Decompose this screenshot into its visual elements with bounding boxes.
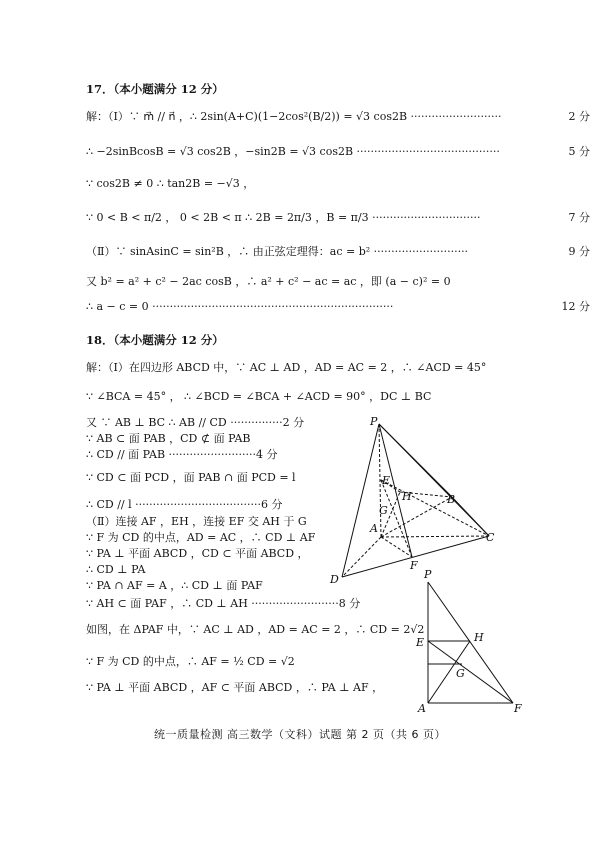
- label-C: C: [486, 531, 495, 544]
- label2-F: F: [514, 702, 522, 715]
- score-mark: 12 分: [561, 300, 590, 313]
- line-text: ∵ cos2B ≠ 0 ∴ tan2B = −√3 ，: [86, 177, 255, 190]
- label-A: A: [370, 522, 378, 535]
- line-text: （Ⅱ）∵ sinAsinC = sin²B ，∴ 由正弦定理得：ac = b² ···························: [86, 245, 469, 258]
- label-P: P: [370, 415, 378, 428]
- label-E: E: [382, 474, 391, 487]
- label-G: G: [379, 504, 388, 517]
- label-B: B: [447, 493, 456, 506]
- line-text: ∴ CD // l ····································6 分: [86, 498, 283, 511]
- line-text: ∵ 0 < B < π/2 ， 0 < 2B < π ∴ 2B = 2π/3 ，B = π/3 ·······························: [86, 211, 481, 224]
- line-text: ∵ ∠BCA = 45° ， ∴ ∠BCD = ∠BCA + ∠ACD = 90° ，DC ⊥ BC: [86, 390, 432, 403]
- line-text: 解：（Ⅰ）∵ m⃗ // n⃗ ，∴ 2sin(A+C)(1−2cos²(B/2)) = √3 cos2B ··························: [86, 110, 502, 123]
- score-mark: 9 分: [568, 245, 590, 258]
- line-text: ∵ F 为 CD 的中点，∴ AF = ½ CD = √2: [86, 655, 295, 668]
- label-D: D: [330, 573, 339, 586]
- label2-A: A: [418, 702, 426, 715]
- line-text: 又 b² = a² + c² − 2ac cosB ，∴ a² + c² − ac = ac ，即 (a − c)² = 0: [86, 275, 451, 288]
- line-text: 又 ∵ AB ⊥ BC ∴ AB // CD ···············2 分: [86, 416, 305, 429]
- label2-H: H: [474, 631, 484, 644]
- line-text: ∴ CD ⊥ PA: [86, 563, 146, 576]
- label2-G: G: [456, 667, 465, 680]
- line-text: 18．（本小题满分 12 分）: [86, 333, 224, 347]
- line-text: ∵ AB ⊂ 面 PAB ，CD ⊄ 面 PAB: [86, 432, 251, 445]
- line-text: ∵ PA ⊥ 平面 ABCD ，CD ⊂ 平面 ABCD ，: [86, 547, 309, 560]
- label2-E: E: [416, 636, 425, 649]
- line-text: ∴ −2sinBcosB = √3 cos2B ，−sin2B = √3 cos2B ·········································: [86, 145, 500, 158]
- label-F: F: [410, 559, 418, 572]
- score-mark: 5 分: [568, 145, 590, 158]
- page-footer: 统一质量检测 高三数学（文科）试题 第 2 页（共 6 页）: [154, 728, 446, 741]
- line-text: 解：（Ⅰ）在四边形 ABCD 中，∵ AC ⊥ AD ，AD = AC = 2 ，∴ ∠ACD = 45°: [86, 361, 487, 374]
- line-text: ∴ a − c = 0 ·····································································: [86, 300, 394, 313]
- score-mark: 2 分: [568, 110, 590, 123]
- line-text: 如图，在 ΔPAF 中，∵ AC ⊥ AD ，AD = AC = 2 ，∴ CD = 2√2: [86, 623, 425, 636]
- line-text: ∴ CD // 面 PAB ·························4 分: [86, 448, 278, 461]
- label-H: H: [402, 490, 412, 503]
- line-text: ∵ F 为 CD 的中点，AD = AC ，∴ CD ⊥ AF: [86, 531, 316, 544]
- line-text: ∵ CD ⊂ 面 PCD ，面 PAB ∩ 面 PCD = l: [86, 471, 296, 484]
- line-text: 17．（本小题满分 12 分）: [86, 82, 224, 96]
- label2-P: P: [424, 568, 432, 581]
- line-text: ∵ PA ⊥ 平面 ABCD ，AF ⊂ 平面 ABCD ，∴ PA ⊥ AF ，: [86, 681, 384, 694]
- line-text: ∵ AH ⊂ 面 PAF ，∴ CD ⊥ AH ·························8 分: [86, 597, 361, 610]
- line-text: （Ⅱ）连接 AF ，EH ，连接 EF 交 AH 于 G: [86, 515, 307, 528]
- score-mark: 7 分: [568, 211, 590, 224]
- line-text: ∵ PA ∩ AF = A ，∴ CD ⊥ 面 PAF: [86, 579, 263, 592]
